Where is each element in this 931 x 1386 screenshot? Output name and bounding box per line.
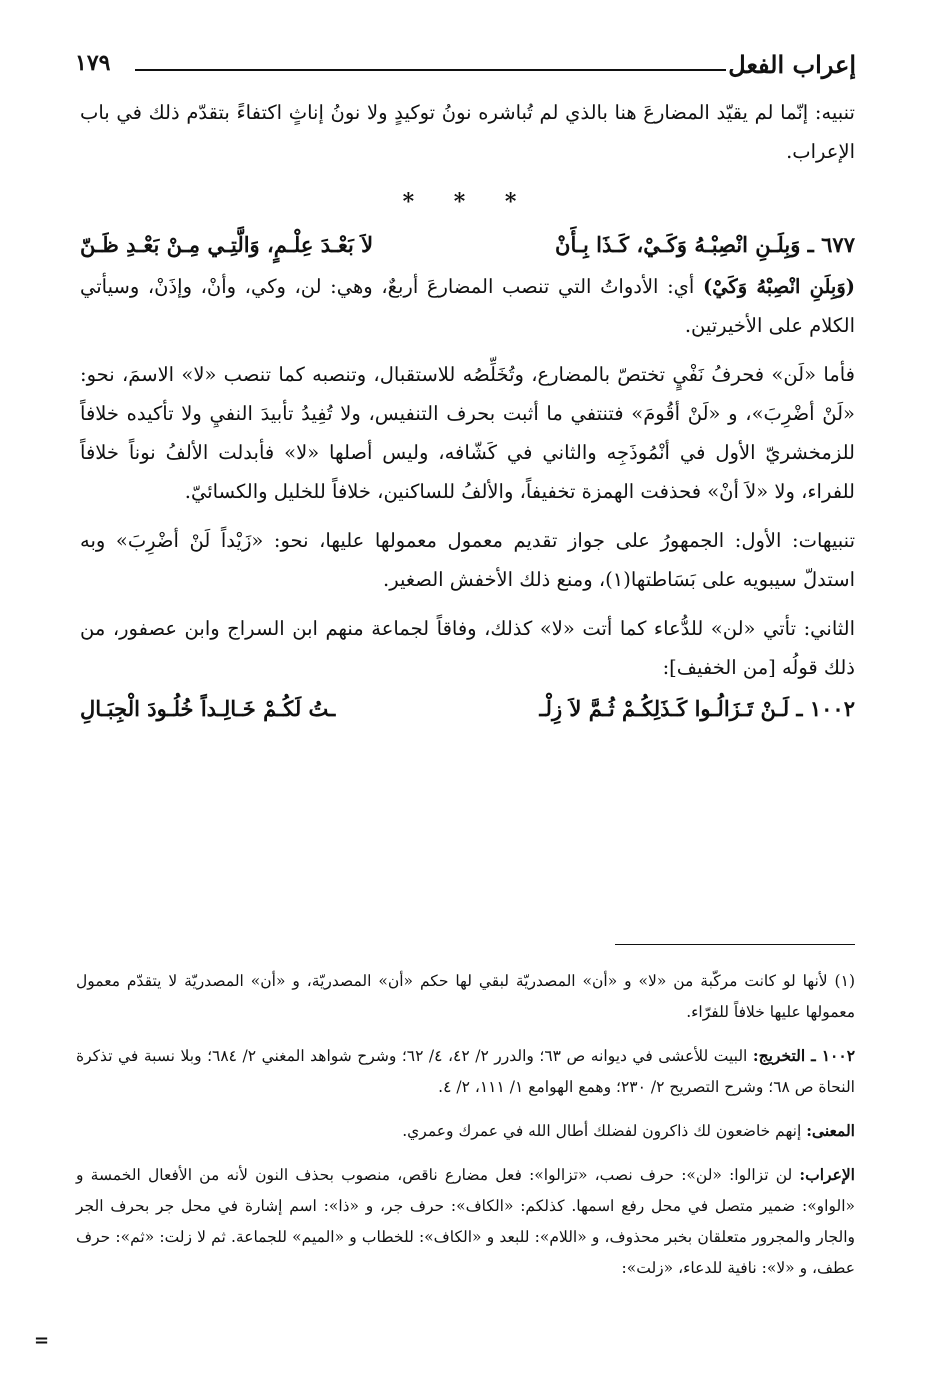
commentary-paragraph [80, 267, 855, 345]
verse-677-first-hemistich: ٦٧٧ ـ وَبِلَـنِ انْصِبْـهُ وَكَـيْ، كَـذَا بِـأَنْ [555, 232, 855, 257]
commentary-text: أي: الأدواتُ التي تنصب المضارعَ أربعٌ، وهي: لن، وكي، وأنْ، وإذَنْ، وسيأتي الكلام على الأخيرتين. [80, 275, 855, 337]
verse-1002-first-hemistich: ١٠٠٢ ـ لَـنْ تَـزَالُـوا كَـذَلِكُـمْ ثُـمَّ لاَ زِلْـ [539, 696, 855, 721]
footnote-meaning-label: المعنى: [806, 1121, 855, 1140]
running-header [75, 50, 856, 90]
notes-paragraph: تنبيهات: الأول: الجمهورُ على جواز تقديم معمول معمولها عليها، نحو: «زَيْداً لَنْ أضْرِبَ» وبه استدلّ سيبويه على بَسَاطتها(١)، ومنع ذلك الأخفش الصغير. [80, 529, 855, 591]
verse-1002-second-hemistich: ـتُ لَكُـمْ خَـالِـداً خُلُـودَ الْجِبَـالِ [80, 696, 336, 721]
main-text [80, 93, 855, 731]
footnote-takhrij-text: البيت للأعشى في ديوانه ص ٦٣؛ والدرر ٢/ ٤٢، ٤/ ٦٢؛ وشرح شواهد المغني ٢/ ٦٨٤؛ وبلا نسبة في تذكرة النحاة ص ٦٨؛ وشرح التصريح ٢/ ٢٣٠؛ وهمع الهوامع ١/ ١١١، ٢/ ٤. [76, 1047, 855, 1096]
header-rule [135, 69, 726, 71]
footnote-takhrij-label: ١٠٠٢ ـ التخريج: [752, 1046, 856, 1065]
verse-677-second-hemistich: لاَ بَعْـدَ عِلْـمٍ، وَالَّتِـي مِـنْ بَعْـدِ ظَـنّ [80, 232, 374, 257]
verse-677 [80, 223, 855, 267]
commentary-lemma: (وَبِلَنِ انْصِبْهُ وَكَيْ) [702, 275, 855, 298]
header-title: إعراب الفعل [728, 50, 856, 79]
footnote-irab-text: لن تزالوا: «لن»: حرف نصب، «تزالوا»: فعل مضارع ناقص، منصوب بحذف النون لأنه من الأفعال الخمسة و «الواو»: ضمير متصل في محل رفع اسمها. كذلكم: «الكاف»: حرف جر، و «ذا»: اسم إشارة في محل جر بحرف الجر والجار والمجرور متعلقان بخبر محذوف، و «اللام»: للبعد و «الكاف»: للخطاب و «الميم» للجماعة. ثم لا زلت: «ثم»: حرف عطف، و «لا»: نافية للدعاء، «زلت»: [76, 1166, 855, 1277]
verse-1002 [80, 687, 855, 731]
footnote-1: (١) لأنها لو كانت مركّبة من «لا» و «أن» المصدريّة لبقي لها حكم «أن» المصدريّة، و «أن» المصدريّة لا يتقدّم معمول معمولها عليها خلافاً للفرّاء. [76, 972, 855, 1021]
footnote-meaning [76, 1115, 855, 1147]
section-divider: * * * [402, 189, 533, 215]
footnote-meaning-text: إنهم خاضعون لك ذاكرون لفضلك أطال الله في عمرك وعمري. [402, 1122, 802, 1140]
footnotes [76, 966, 855, 1284]
footnote-rule [615, 944, 855, 945]
footnote-takhrij [76, 1040, 855, 1103]
footnote-irab-label: الإعراب: [799, 1165, 855, 1184]
continuation-mark: = [34, 1330, 50, 1351]
footnote-irab [76, 1159, 855, 1284]
lan-paragraph: فأما «لَن» فحرفُ نَفْيٍ تختصّ بالمضارع، وتُخَلِّصُه للاستقبال، وتنصبه كما تنصب «لا» الاسمَ، نحو: «لَنْ أضْرِبَ»، و «لَنْ أقُومَ» فتنتفي ما أثبت بحرف التنفيس، ولا تُفِيدُ تأبيدَ النفيِ ولا تأكيده خلافاً للزمخشريّ الأول في أنْمُوذَجِه والثاني في كَشّافه، وليس أصلها «لا» فأبدلت الألفُ نوناً خلافاً للفراء، ولا «لاَ أنْ» فحذفت الهمزة تخفيفاً، والألفُ للساكنين، خلافاً للخليل والكسائيّ. [80, 363, 855, 503]
page-number: ١٧٩ [75, 50, 111, 76]
second-note-paragraph: الثاني: تأتي «لن» للدُّعاء كما أتت «لا» كذلك، وفاقاً لجماعة منهم ابن السراج وابن عصفور، من ذلك قولُه [من الخفيف]: [80, 617, 855, 679]
note-paragraph: تنبيه: إنّما لم يقيّد المضارعَ هنا بالذي لم تُباشره نونُ توكيدٍ ولا نونُ إناثٍ اكتفاءً بتقدّم ذلك في باب الإعراب. [80, 101, 855, 163]
